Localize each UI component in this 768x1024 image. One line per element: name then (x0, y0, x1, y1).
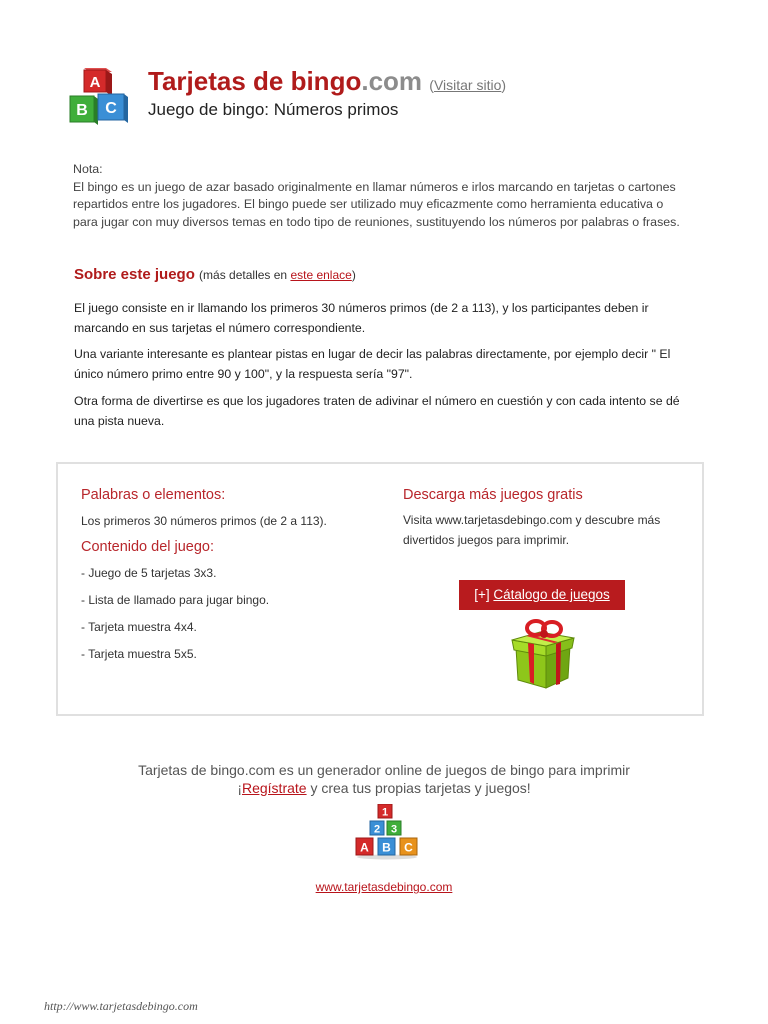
footer-site-link-container (0, 880, 768, 894)
logo-letter-a: A (89, 74, 101, 91)
abc-blocks-logo (66, 64, 132, 130)
register-link[interactable]: Regístrate (241, 780, 307, 796)
content-item: - Tarjeta muestra 4x4. (81, 620, 197, 634)
words-heading: Palabras o elementos: (81, 487, 226, 503)
visit-site-link[interactable]: Visitar sitio (433, 77, 502, 93)
more-details (199, 268, 356, 282)
info-box (56, 462, 704, 716)
note-label: Nota: (73, 162, 103, 176)
game-title: Juego de bingo: Números primos (148, 100, 399, 119)
about-paragraph-2: Una variante interesante es plantear pistas en lugar de decir las palabras directamente, por ejemplo decir " El único número primo entre 90 y 100", y la respuesta sería "97". (74, 347, 671, 381)
content-heading: Contenido del juego: (81, 539, 215, 555)
footer-register-line (0, 780, 768, 796)
logo-number-3: 3 (390, 823, 398, 836)
logo-letter-c: C (105, 100, 117, 117)
about-paragraph-1: El juego consiste en ir llamando los primeros 30 números primos (de 2 a 113), y los participantes deben ir marcando en sus tarjetas el número correspondiente. (74, 301, 649, 335)
register-rest: y crea tus propias tarjetas y juegos! (306, 780, 531, 796)
site-title (148, 66, 506, 97)
more-prefix: (más detalles en (199, 268, 291, 282)
about-heading (74, 266, 356, 283)
logo-letter-c: C (404, 840, 413, 855)
download-text: Visita www.tarjetasdebingo.com y descubre más divertidos juegos para imprimir. (403, 513, 661, 547)
visit-site (429, 77, 506, 93)
content-item: - Juego de 5 tarjetas 3x3. (81, 566, 217, 580)
visit-prefix: ( (429, 77, 434, 93)
logo-letter-a: A (360, 840, 369, 855)
register-prefix: ¡ (237, 780, 242, 796)
footer-site-link[interactable]: www.tarjetasdebingo.com (315, 880, 453, 894)
words-text: Los primeros 30 números primos (de 2 a 113). (81, 514, 327, 528)
page-url: http://www.tarjetasdebingo.com (44, 999, 198, 1013)
catalog-button[interactable] (459, 580, 625, 610)
footer-tagline: Tarjetas de bingo.com es un generador online de juegos de bingo para imprimir (138, 762, 630, 778)
gift-icon (506, 618, 576, 690)
logo-letter-b: B (382, 840, 391, 855)
site-name: Tarjetas de bingo (148, 66, 362, 96)
header (66, 64, 706, 134)
abc-123-blocks-logo (354, 804, 420, 860)
more-details-link[interactable]: este enlace (290, 268, 352, 282)
content-item: - Tarjeta muestra 5x5. (81, 647, 197, 661)
content-item: - Lista de llamado para jugar bingo. (81, 593, 270, 607)
about-paragraph-3: Otra forma de divertirse es que los jugadores traten de adivinar el número en cuestión y con cada intento se dé una pista nueva. (74, 394, 680, 428)
logo-letter-b: B (76, 102, 88, 119)
logo-number-2: 2 (373, 823, 381, 836)
more-suffix: ) (351, 268, 356, 282)
site-tld: .com (361, 66, 423, 96)
note-section (73, 161, 683, 231)
logo-number-1: 1 (381, 806, 389, 819)
visit-suffix: ) (501, 77, 507, 93)
catalog-label: Cátalogo de juegos (493, 587, 610, 602)
about-title: Sobre este juego (74, 266, 195, 283)
download-heading: Descarga más juegos gratis (403, 487, 583, 503)
note-text: El bingo es un juego de azar basado originalmente en llamar números e irlos marcando en tarjetas o cartones repartidos entre los jugadores. El bingo puede ser utilizado muy eficazmente como herramienta educativa o para jugar con muy diversos temas en todo tipo de reuniones, sustituyendo los números por palabras o frases. (73, 179, 680, 229)
catalog-prefix: [+] (474, 587, 490, 602)
